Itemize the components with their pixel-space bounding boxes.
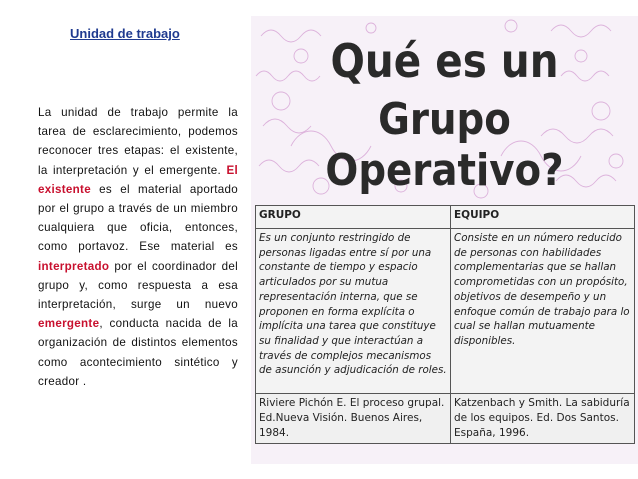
description-paragraph [38, 103, 238, 391]
header-grupo: GRUPO [256, 206, 451, 229]
highlight-interpretado: interpretado [38, 259, 110, 273]
text-segment-4: , conducta nacida de la organización de distintos elementos como acontecimiento sintético y creador . [38, 317, 238, 388]
image-title-line1: Qué es un [330, 34, 559, 88]
grupo-reference: Riviere Pichón E. El proceso grupal. Ed.Nueva Visión. Buenos Aires, 1984. [256, 394, 451, 444]
text-segment-2: es el material aportado por el grupo a través de un miembro cualquiera que oficia, entonces, como portavoz. Ese material es [38, 182, 238, 254]
text-segment-3: por el coordinador del grupo y, como respuesta a esa interpretación, surge un nuevo [38, 259, 238, 312]
text-segment-1: La unidad de trabajo permite la tarea de esclarecimiento, podemos reconocer tres etapas: el existente, la interpretación y el emergente. [38, 106, 238, 177]
header-equipo: EQUIPO [451, 206, 635, 229]
equipo-definition: Consiste en un número reducido de personas con habilidades complementarias que se hallan comprometidas con un propósito, objetivos de desempeño y un enfoque común de trabajo para lo cual se hallan mutuamente disponibles. [451, 229, 635, 394]
highlight-emergente: emergente [38, 317, 100, 331]
section-heading: Unidad de trabajo [70, 26, 180, 41]
comparison-table [255, 205, 635, 444]
grupo-definition: Es un conjunto restringido de personas ligadas entre sí por una constante de tiempo y espacio articulados por su mutua representación interna, que se proponen en forma explícita o implícita una tarea que constituye su finalidad y que interactúan a través de complejos mecanismos de asunción y adjudicación de roles. [256, 229, 451, 394]
table-row-definitions [256, 229, 635, 394]
grupo-operativo-image [251, 16, 638, 464]
highlight-existente: El existente [38, 163, 238, 196]
equipo-reference: Katzenbach y Smith. La sabiduría de los equipos. Ed. Dos Santos. España, 1996. [451, 394, 635, 444]
table-header-row [256, 206, 635, 229]
image-title-line2: Grupo Operativo? [325, 94, 564, 196]
table-row-references [256, 394, 635, 444]
